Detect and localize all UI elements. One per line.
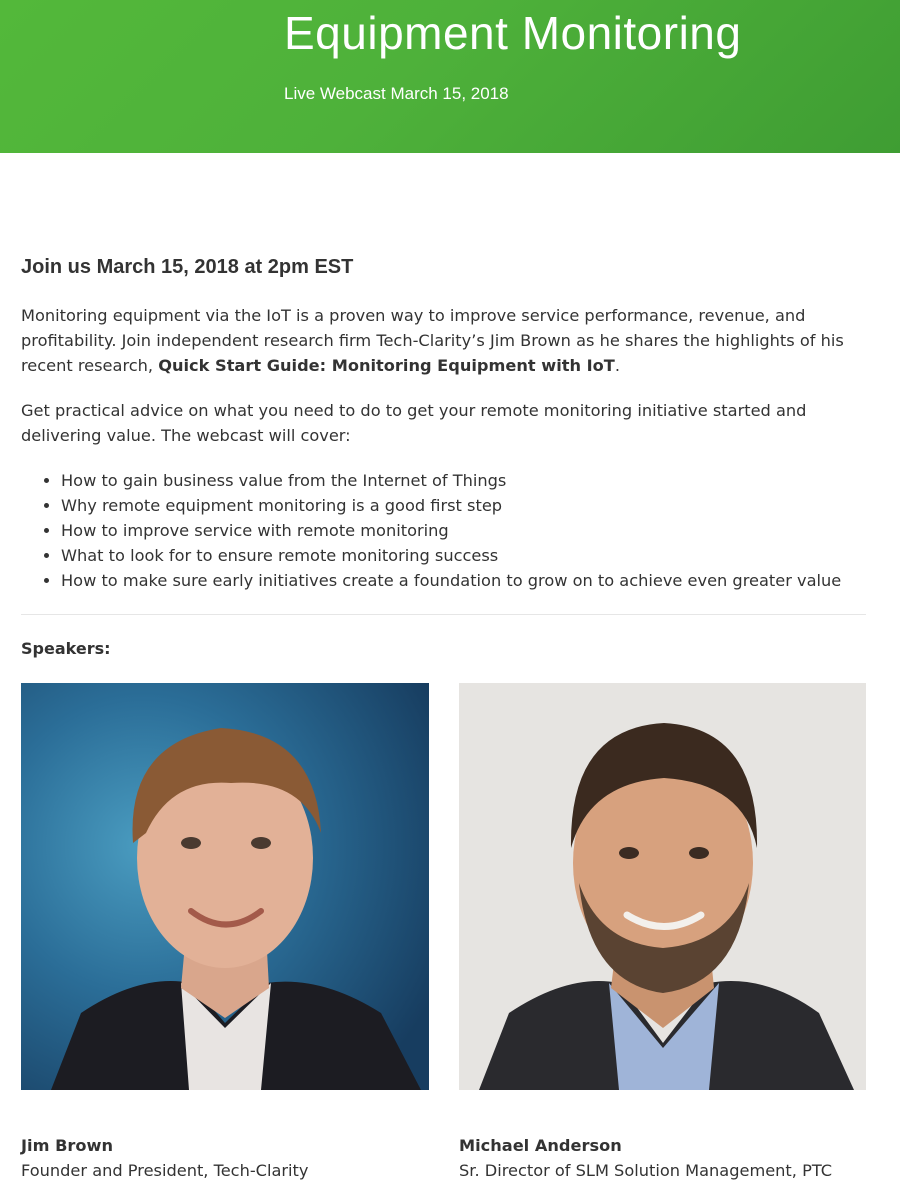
speaker-photo-michael-anderson <box>459 683 866 1090</box>
list-item: • How to gain business value from the Internet of Things <box>61 468 866 493</box>
list-item: • How to make sure early initiatives create a foundation to grow on to achieve even greater value <box>61 568 866 593</box>
list-item: • What to look for to ensure remote monitoring success <box>61 543 866 568</box>
page-subtitle: Live Webcast March 15, 2018 <box>284 84 509 103</box>
speaker-role: Founder and President, Tech-Clarity <box>21 1161 309 1180</box>
speakers-heading: Speakers: <box>21 639 111 658</box>
speaker-portrait-illustration <box>21 683 429 1090</box>
intro-text-start: Monitoring equipment via the IoT is a proven way to improve service performance, revenue, and profitability. Join independent research firm Tech-Clarity’s Jim Brown as he shares the highlights of his recent research, <box>21 306 844 375</box>
speaker-name: Jim Brown <box>21 1136 113 1155</box>
speaker-name: Michael Anderson <box>459 1136 622 1155</box>
speaker-role: Sr. Director of SLM Solution Management, PTC <box>459 1161 833 1180</box>
page-title: Equipment Monitoring <box>284 7 742 59</box>
section-divider <box>21 614 866 615</box>
header-banner <box>0 0 900 153</box>
speaker-portrait-illustration <box>459 683 866 1090</box>
research-title: Quick Start Guide: Monitoring Equipment with IoT <box>158 356 615 375</box>
list-item: • Why remote equipment monitoring is a good first step <box>61 493 866 518</box>
advice-paragraph: Get practical advice on what you need to do to get your remote monitoring initiative started and delivering value. The webcast will cover: <box>21 401 807 445</box>
speaker-photo-jim-brown <box>21 683 429 1090</box>
event-heading: Join us March 15, 2018 at 2pm EST <box>21 256 354 278</box>
list-item: • How to improve service with remote monitoring <box>61 518 866 543</box>
intro-paragraph <box>21 303 866 378</box>
topic-list <box>21 468 866 593</box>
intro-text-end: . <box>614 356 620 375</box>
